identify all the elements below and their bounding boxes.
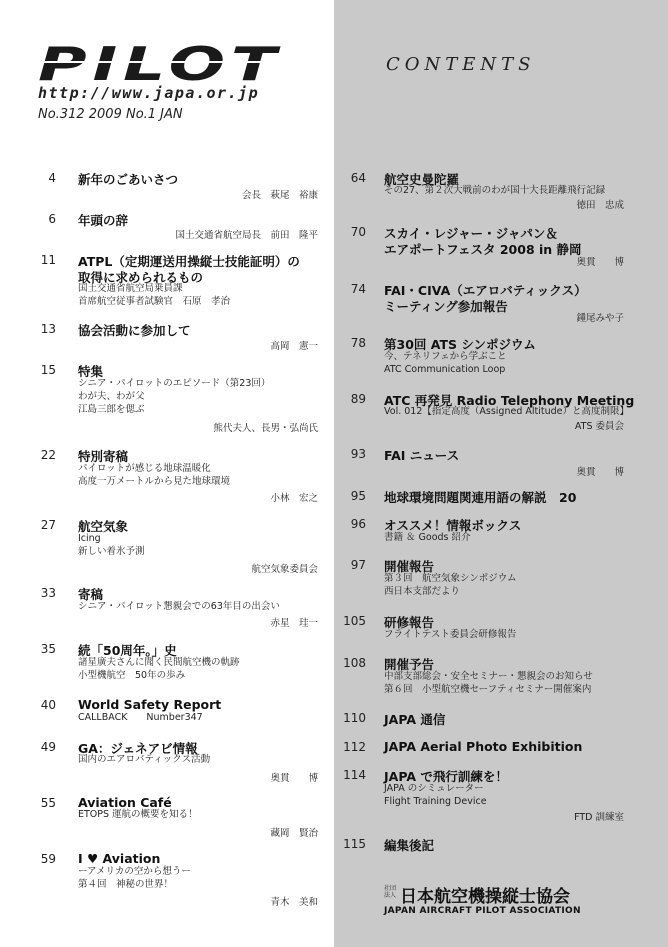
toc-entry-subtitle: 第３回 航空気象シンポジウム [384,573,517,584]
toc-entry-subtitle: フライトテスト委員会研修報告 [384,629,517,640]
contents-heading: CONTENTS [386,54,536,75]
toc-entry-subtitle: その27、第２次大戦前のわが国十大長距離飛行記録 [384,185,606,196]
toc-entry-subtitle: Flight Training Device [384,796,487,807]
toc-entry-subtitle: Vol. 012【指定高度（Assigned Altitude）と高度制限】 [384,406,629,417]
toc-page-number: 49 [40,740,56,754]
toc-entry-title[interactable]: 開催予告 [384,657,435,672]
toc-entry-title[interactable]: JAPA 通信 [384,712,446,727]
toc-entry-title[interactable]: ATC 再発見 Radio Telephony Meeting [384,393,635,408]
toc-entry-author: 国土交通省航空局長 前田 隆平 [175,230,318,241]
toc-entry-author: 赤星 珪一 [270,618,318,629]
toc-entry-subtitle: JAPA のシミュレーター [384,783,484,794]
toc-entry-title[interactable]: 協会活動に参加して [78,323,191,338]
toc-page-number: 114 [343,768,366,782]
issue-number: No.312 2009 No.1 JAN [38,107,183,122]
toc-page-number: 11 [40,253,56,267]
toc-entry-author: FTD 訓練室 [574,812,624,823]
toc-entry-subtitle: Icing [78,533,101,544]
toc-entry-title[interactable]: I ♥ Aviation [78,851,161,866]
toc-entry-title[interactable]: オススメ！情報ボックス [384,518,522,533]
toc-entry-subtitle: 新しい着氷予測 [78,546,145,557]
toc-entry-title[interactable]: 特集 [78,364,104,379]
toc-entry-subtitle: ATC Communication Loop [384,364,506,375]
toc-entry-author: 青木 美和 [270,897,318,908]
toc-page-number: 112 [343,740,366,754]
toc-entry-author: 藏岡 賢治 [270,828,318,839]
toc-entry-title[interactable]: FAI ニュース [384,448,460,463]
toc-entry-subtitle: わが夫、わが父 [78,391,145,402]
corporation-mark: 社団法人 [384,885,397,899]
toc-entry-subtitle: 西日本支部だより [384,586,461,597]
toc-page-number: 110 [343,711,366,725]
toc-page-number: 55 [40,796,56,810]
toc-entry-title[interactable]: JAPA Aerial Photo Exhibition [384,739,583,754]
toc-entry-subtitle: 小型機航空 50年の歩み [78,670,186,681]
toc-page-number: 22 [40,448,56,462]
toc-entry-subtitle: パイロットが感じる地球温暖化 [78,463,211,474]
toc-entry-author: 航空気象委員会 [251,564,318,575]
toc-page-number: 64 [350,171,366,185]
toc-entry-title[interactable]: 研修報告 [384,615,435,630]
toc-entry-title[interactable]: 特別寄稿 [78,449,129,464]
toc-entry-title[interactable]: 続「50周年。」史 [78,643,177,658]
toc-entry-title[interactable]: 地球環境問題関連用語の解説 20 [384,490,577,505]
toc-entry-title[interactable]: FAI・CIVA（エアロバティックス） [384,283,587,298]
toc-entry-title[interactable]: スカイ・レジャー・ジャパン＆ [384,226,558,241]
toc-page-number: 27 [40,518,56,532]
toc-entry-title[interactable]: 寄稿 [78,587,104,602]
toc-page-number: 4 [48,171,56,185]
toc-page-number: 78 [350,336,366,350]
toc-entry-subtitle: 高度一万メートルから見た地球環境 [78,476,231,487]
toc-entry-subtitle: 国土交通省航空局乗員課 [78,283,183,294]
toc-entry-subtitle: 今、テネリフェから学ぶこと [384,351,507,362]
toc-entry-author: 会長 萩尾 裕康 [241,190,318,201]
toc-entry-title[interactable]: 航空史曼陀羅 [384,172,460,187]
toc-entry-subtitle: 首席航空従事者試験官 石原 孝治 [78,296,231,307]
toc-entry-subtitle: 江島三郎を偲ぶ [78,404,145,415]
toc-entry-title[interactable]: 取得に求められるもの [78,270,204,285]
toc-entry-title[interactable]: ATPL（定期運送用操縦士技能証明）の [78,254,300,269]
toc-page-number: 108 [343,656,366,670]
toc-entry-title[interactable]: JAPA で飛行訓練を！ [384,769,508,784]
toc-page-number: 93 [350,447,366,461]
toc-entry-title[interactable]: 年頭の辞 [78,213,129,228]
toc-page-number: 6 [48,212,56,226]
toc-entry-subtitle: CALLBACK Number347 [78,712,203,723]
toc-entry-author: 奥貫 博 [576,467,624,478]
toc-entry-subtitle: 中部支部総会・安全セミナー・懇親会のお知らせ [384,671,593,682]
toc-entry-title[interactable]: 新年のごあいさつ [78,172,179,187]
toc-entry-author: 奥貫 博 [576,257,624,268]
toc-page-number: 74 [350,282,366,296]
toc-entry-title[interactable]: World Safety Report [78,697,222,712]
toc-page-number: 115 [343,837,366,851]
toc-page-number: 96 [350,517,366,531]
toc-entry-title[interactable]: エアポートフェスタ 2008 in 静岡 [384,242,582,257]
toc-entry-subtitle: ETOPS 運航の概要を知る！ [78,809,198,820]
toc-entry-title[interactable]: 編集後記 [384,838,435,853]
toc-entry-subtitle: 第６回 小型航空機セーフティセミナー開催案内 [384,684,592,695]
toc-entry-subtitle: 第４回 神秘の世界！ [78,879,174,890]
toc-entry-subtitle: シニア・パイロットのエピソード（第23回） [78,378,271,389]
toc-entry-title[interactable]: 第30回 ATS シンポジウム [384,337,536,352]
toc-entry-author: 徳田 忠成 [576,200,624,211]
toc-page-number: 105 [343,614,366,628]
association-name: 日本航空機操縦士協会 [400,887,570,907]
toc-entry-title[interactable]: Aviation Café [78,795,172,810]
toc-page-number: 40 [40,698,56,712]
toc-entry-author: ATS 委員会 [574,421,624,432]
svg-text:PILOT: PILOT [38,40,282,86]
toc-page-number: 13 [40,322,56,336]
toc-page-number: 15 [40,363,56,377]
toc-page-number: 95 [350,489,366,503]
toc-entry-title[interactable]: GA：ジェネアビ情報 [78,741,198,756]
website-url[interactable]: http://www.japa.or.jp [38,84,260,102]
toc-page-number: 59 [40,852,56,866]
toc-page-number: 89 [350,392,366,406]
toc-entry-title[interactable]: ミーティング参加報告 [384,299,508,314]
toc-entry-author: 高岡 憲一 [270,341,318,352]
toc-entry-subtitle: 書籍 ＆ Goods 紹介 [384,532,471,543]
toc-entry-author: 熊代夫人、長男・弘尚氏 [213,423,318,434]
toc-page-number: 97 [350,558,366,572]
toc-page-number: 33 [40,586,56,600]
association-name-en: JAPAN AIRCRAFT PILOT ASSOCIATION [384,906,581,916]
toc-entry-subtitle: 諸星廣夫さんに聞く民間航空機の軌跡 [78,657,240,668]
toc-entry-title[interactable]: 航空気象 [78,519,129,534]
toc-page-number: 35 [40,642,56,656]
toc-entry-author: 小林 宏之 [270,493,318,504]
toc-entry-subtitle: シニア・パイロット懇親会での63年目の出会い [78,601,280,612]
toc-page-number: 70 [350,225,366,239]
pilot-logo [36,40,286,86]
toc-entry-subtitle: 国内のエアロバティックス活動 [78,754,211,765]
toc-entry-author: 奥貫 博 [270,773,318,784]
toc-entry-author: 鍾尾みや子 [576,313,624,324]
toc-entry-subtitle: ーアメリカの空から想うー [78,866,191,877]
toc-entry-title[interactable]: 開催報告 [384,559,435,574]
